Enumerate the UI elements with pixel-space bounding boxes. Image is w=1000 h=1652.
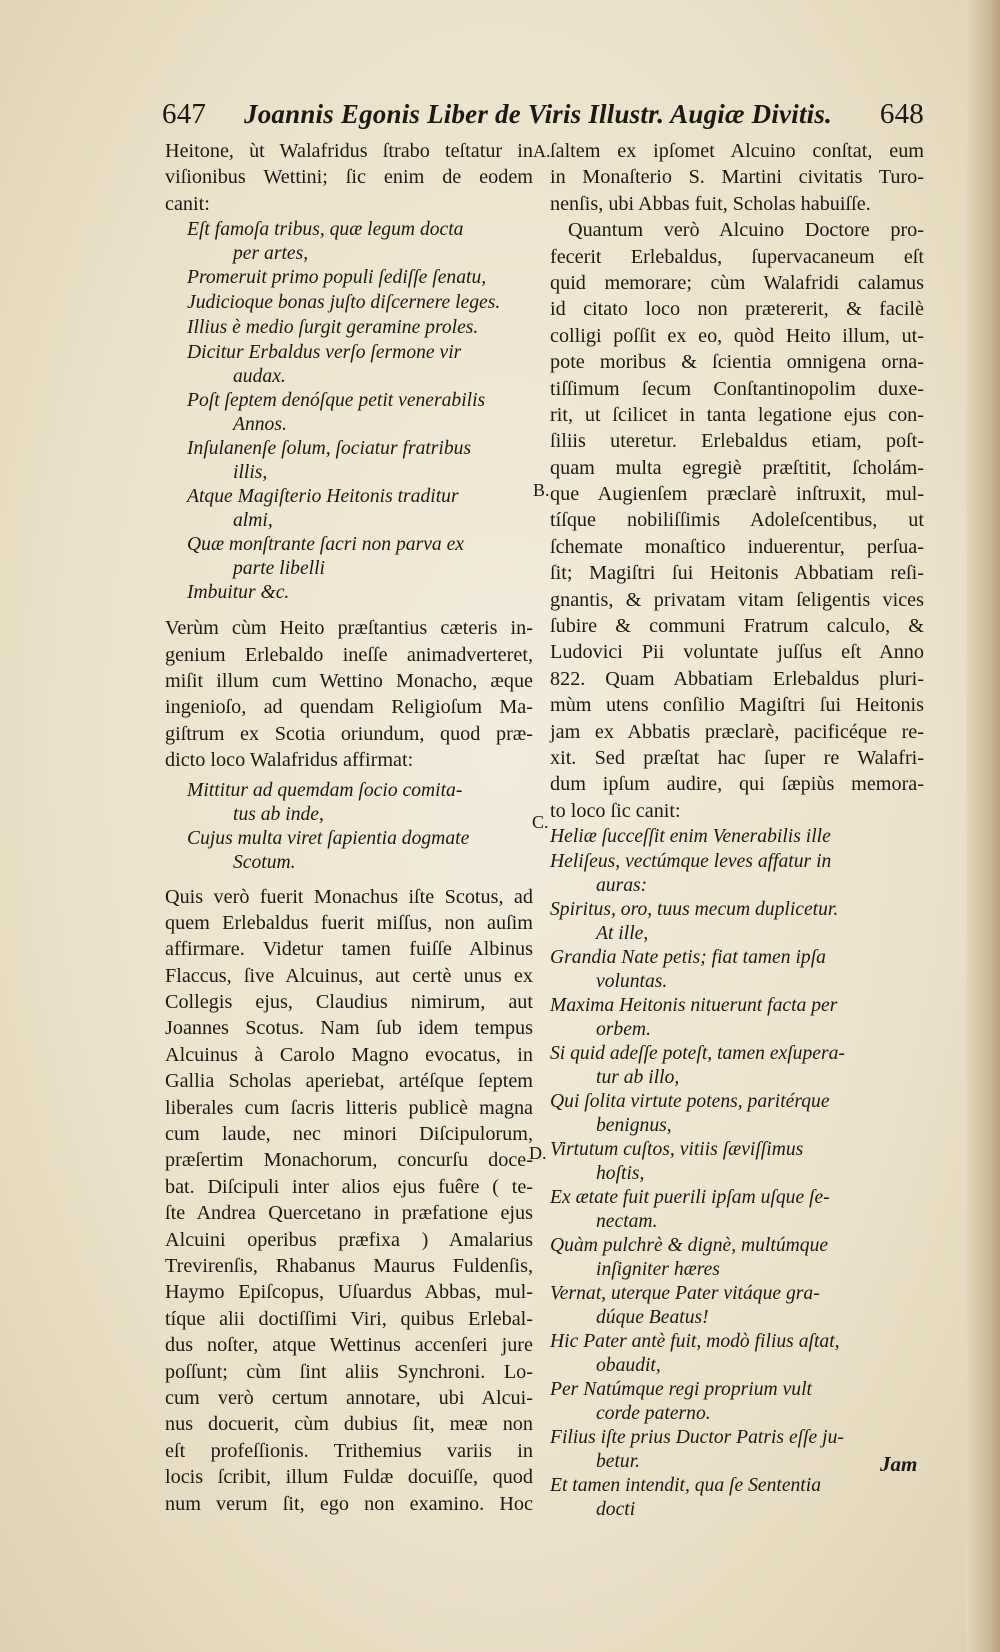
text-line: quem Erlebaldus fuerit miſſus, non auſim: [165, 911, 533, 934]
text-line: 822. Quam Abbatiam Erlebaldus pluri-: [550, 667, 924, 690]
verse-continuation: tus ab inde,: [233, 803, 324, 825]
text-line: colligi poſſit ex eo, quòd Heito illum, ut-: [550, 324, 924, 347]
text-line: gnantis, & privatam vitam ſeligentis vices: [550, 588, 924, 611]
text-line: Verùm cùm Heito præſtantius cæteris in-: [165, 617, 533, 640]
verse-line: Spiritus, oro, tuus mecum duplicetur.: [550, 899, 839, 921]
text-line: num verum ſit, ego non examino. Hoc: [165, 1492, 533, 1515]
verse-continuation: per artes,: [233, 243, 309, 265]
text-line: eſt profeſſionis. Trithemius variis in: [165, 1439, 533, 1462]
margin-letter-a: A.: [533, 141, 551, 161]
verse-line: Hic Pater antè fuit, modò filius aſtat,: [550, 1331, 840, 1353]
verse-continuation: auras:: [596, 875, 648, 897]
verse-line: Cujus multa viret ſapientia dogmate: [187, 827, 470, 849]
page-number-right: 648: [879, 98, 924, 130]
verse-line: Mittitur ad quemdam ſocio comita-: [187, 779, 463, 801]
text-line: jam ex Abbatis præclarè, pacificéque re-: [550, 720, 924, 743]
text-line: cum laude, nec minori Diſcipulorum,: [165, 1123, 533, 1146]
text-line: locis ſcribit, illum Fuldæ docuiſſe, quod: [165, 1466, 533, 1489]
verse-continuation: almi,: [233, 510, 273, 532]
text-line: dum ipſum audire, qui ſæpiùs memora-: [550, 773, 924, 796]
running-title: Joannis Egonis Liber de Viris Illustr. Augiæ Divitis.: [244, 99, 833, 129]
text-line: bat. Diſcipuli inter alios ejus fuêre ( te-: [165, 1175, 533, 1198]
text-line: ingenioſo, ad quendam Religioſum Ma-: [165, 696, 533, 719]
verse-continuation: Scotum.: [233, 851, 296, 873]
verse-line: Imbuitur &c.: [187, 582, 290, 604]
verse-line: Grandia Nate petis; fiat tamen ipſa: [550, 947, 826, 969]
text-line: rit, ut ſcilicet in tanta legatione ejus con-: [550, 403, 924, 426]
text-line: to loco ſic canit:: [550, 799, 681, 822]
verse-line: Filius iſte prius Ductor Patris eſſe ju-: [550, 1427, 844, 1449]
text-line: ſubire & communi Fratrum calculo, &: [550, 615, 924, 638]
text-line: quid memorare; cùm Walafridi calamus: [550, 271, 924, 294]
text-line: mùm utens conſilio Magiſtri ſui Heitonis: [550, 694, 924, 717]
text-line: viſionibus Wettini; ſic enim de eodem: [165, 166, 533, 189]
text-line: liberales cum ſacris litteris publicè magna: [165, 1096, 533, 1119]
text-line: ſiliis uteretur. Erlebaldus etiam, poſt-: [550, 430, 924, 453]
catchword: Jam: [880, 1452, 918, 1476]
text-line: canit:: [165, 192, 210, 215]
text-line: Collegis ejus, Claudius nimirum, aut: [165, 991, 533, 1014]
verse-line: Quàm pulchrè & dignè, multúmque: [550, 1235, 829, 1257]
text-line: dicto loco Walafridus affirmat:: [165, 749, 414, 772]
verse-continuation: nectam.: [596, 1211, 658, 1233]
text-line: Heitone, ùt Walafridus ſtrabo teſtatur in: [165, 140, 533, 162]
verse-line: Inſulanenſe ſolum, ſociatur fratribus: [187, 438, 472, 460]
verse-continuation: benignus,: [596, 1115, 672, 1137]
verse-continuation: obaudit,: [596, 1355, 661, 1377]
verse-continuation: parte libelli: [233, 558, 325, 580]
right-column: [550, 138, 924, 1521]
text-line: pote moribus & ſcientia omnigena orna-: [550, 351, 924, 374]
verse-line: Si quid adeſſe poteſt, tamen exſupera-: [550, 1043, 845, 1065]
verse-continuation: docti: [596, 1499, 636, 1521]
text-line: præſertim Monachorum, concurſu doce-: [165, 1149, 533, 1172]
text-line: Quantum verò Alcuino Doctore pro-: [568, 219, 924, 242]
verse-line: Heliſeus, vectúmque leves affatur in: [550, 851, 832, 873]
text-line: Flaccus, ſive Alcuinus, aut certè unus ex: [165, 964, 533, 987]
text-line: poſſunt; cùm ſint aliis Synchroni. Lo-: [165, 1360, 533, 1383]
verse-continuation: corde paterno.: [596, 1403, 711, 1425]
text-line: tíque alii doctiſſimi Viri, quibus Erlebal-: [165, 1307, 533, 1330]
text-line: que Augienſem præclarè inſtruxit, mul-: [550, 483, 924, 506]
verse-continuation: audax.: [233, 366, 286, 388]
text-line: ſchemate monaſtico induerentur, perſua-: [550, 535, 924, 558]
text-line: quam multa egregiè præſtitit, ſcholám-: [550, 456, 924, 479]
margin-letter-d: D.: [529, 1143, 547, 1163]
text-line: Quis verò fuerit Monachus iſte Scotus, ad: [165, 885, 533, 908]
running-head: [162, 98, 924, 138]
text-line: ſit; Magiſtri ſui Heitonis Abbatiam reſi-: [550, 562, 924, 585]
text-line: Alcuinus à Carolo Magno evocatus, in: [165, 1043, 533, 1066]
verse-line: Virtutum cuſtos, vitiis ſæviſſimus: [550, 1139, 804, 1161]
verse-line: Promeruit primo populi ſediſſe ſenatu,: [187, 267, 487, 289]
verse-continuation: illis,: [233, 462, 268, 484]
text-line: Joannes Scotus. Nam ſub idem tempus: [165, 1017, 533, 1040]
text-line: xit. Sed præſtat hac ſuper re Walafri-: [550, 746, 924, 769]
verse-continuation: At ille,: [596, 923, 649, 945]
verse-line: Eſt famoſa tribus, quæ legum docta: [187, 219, 464, 241]
text-line: fecerit Erlebaldus, ſupervacaneum eſt: [550, 245, 924, 268]
text-line: Trevirenſis, Rhabanus Maurus Fuldenſis,: [165, 1254, 533, 1277]
verse-quotation-2: [165, 778, 533, 874]
verse-line: Quæ monſtrante ſacri non parva ex: [187, 534, 465, 556]
text-line: Gallia Scholas aperiebat, artéſque ſeptem: [165, 1070, 533, 1093]
verse-line: Maxima Heitonis nituerunt facta per: [550, 995, 838, 1017]
verse-continuation: Annos.: [233, 414, 287, 436]
text-line: genium Erlebaldo ineſſe animadverteret,: [165, 643, 533, 666]
verse-continuation: betur.: [596, 1451, 641, 1473]
text-line: tiſſimum ſecum Conſtantinopolim duxe-: [550, 377, 924, 400]
text-line: nus docuerit, cùm dubius ſit, meæ non: [165, 1413, 533, 1436]
verse-quotation-1: [165, 217, 533, 605]
text-line: Haymo Epiſcopus, Uſuardus Abbas, mul-: [165, 1281, 533, 1304]
text-line: in Monaſterio S. Martini civitatis Turo-: [550, 166, 924, 189]
text-line: Ludovici Pii voluntate juſſus eſt Anno: [550, 641, 924, 664]
page-number-left: 647: [162, 98, 207, 130]
text-line: ſaltem ex ipſomet Alcuino conſtat, eum: [550, 140, 924, 162]
verse-line: Qui ſolita virtute potens, paritérque: [550, 1091, 830, 1113]
verse-quotation-3: [550, 824, 924, 1521]
verse-continuation: inſigniter hæres: [596, 1259, 720, 1281]
text-line: id citato loco non prætererit, & facilè: [550, 298, 924, 321]
verse-continuation: tur ab illo,: [596, 1067, 680, 1089]
verse-line: Poſt ſeptem denóſque petit venerabilis: [187, 390, 486, 412]
text-line: ſte Andrea Quercetano in præfatione ejus: [165, 1202, 533, 1225]
text-line: cum verò certum annotare, ubi Alcui-: [165, 1386, 533, 1409]
margin-letter-b: B.: [533, 480, 550, 500]
text-line: nenſis, ubi Abbas fuit, Scholas habuiſſe.: [550, 192, 871, 215]
verse-continuation: orbem.: [596, 1019, 651, 1041]
verse-line: Dicitur Erbaldus verſo ſermone vir: [187, 342, 462, 364]
verse-line: Heliæ ſucceſſit enim Venerabilis ille: [550, 826, 831, 848]
verse-line: Per Natúmque regi proprium vult: [550, 1379, 812, 1401]
verse-line: Vernat, uterque Pater vitáque gra-: [550, 1283, 820, 1305]
text-line: affirmare. Videtur tamen fuiſſe Albinus: [165, 938, 533, 961]
text-line: dus noſter, atque Wettinus accenſeri jure: [165, 1334, 533, 1357]
verse-continuation: hoſtis,: [596, 1163, 645, 1185]
text-line: Alcuini operibus præfixa ) Amalarius: [165, 1228, 533, 1251]
verse-line: Judicioque bonas juſto diſcernere leges.: [187, 292, 501, 314]
text-line: giſtrum ex Scotia oriundum, quod præ-: [165, 722, 533, 745]
page-edge-shadow: [966, 0, 1000, 1652]
verse-line: Illius è medio ſurgit geramine proles.: [187, 317, 479, 339]
text-line: tíſque nobiliſſimis Adoleſcentibus, ut: [550, 509, 924, 532]
left-column: [165, 138, 533, 1517]
verse-continuation: dúque Beatus!: [596, 1307, 709, 1329]
text-line: miſit illum cum Wettino Monacho, æque: [165, 669, 533, 692]
verse-line: Ex ætate fuit puerili ipſam uſque ſe-: [550, 1187, 830, 1209]
verse-line: Atque Magiſterio Heitonis traditur: [187, 486, 459, 508]
verse-line: Et tamen intendit, qua ſe Sententia: [550, 1475, 821, 1497]
margin-letter-c: C.: [532, 812, 549, 832]
verse-continuation: voluntas.: [596, 971, 668, 993]
